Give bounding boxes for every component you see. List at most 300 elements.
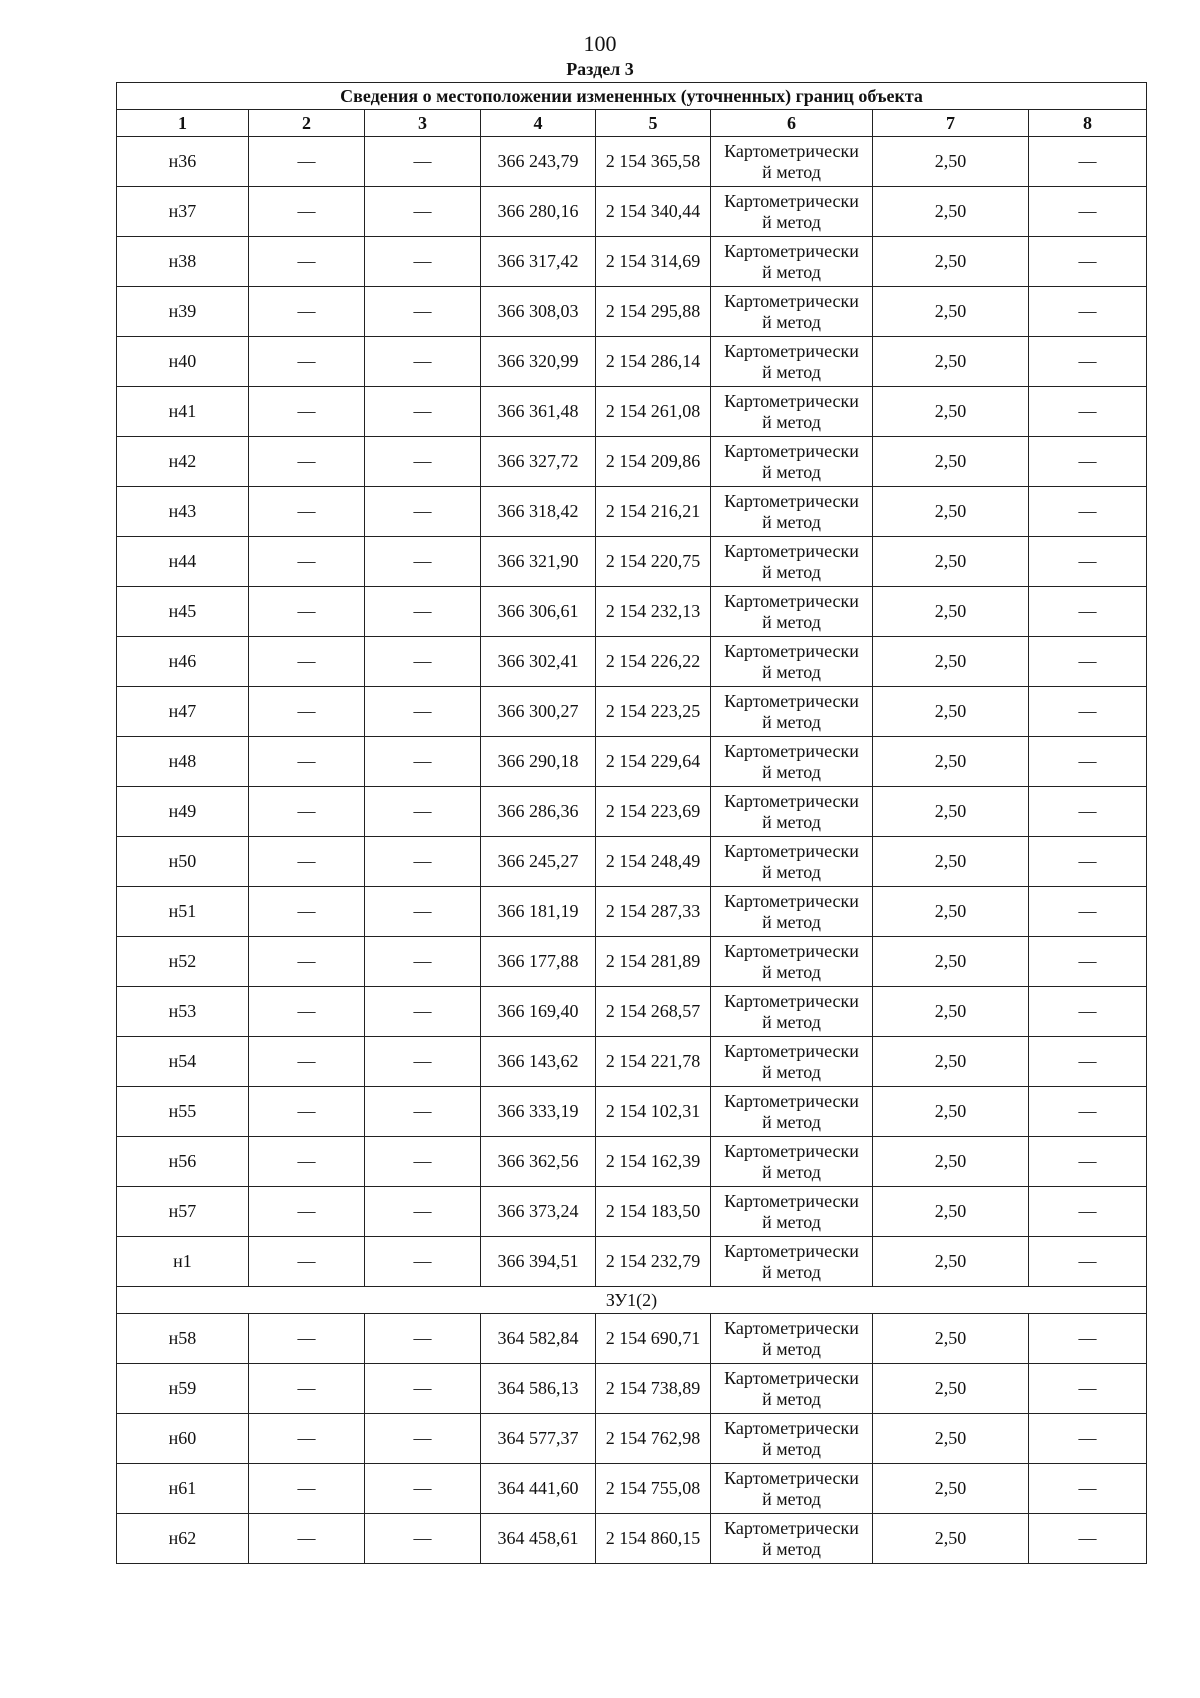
x-coordinate-cell: 366 361,48: [481, 387, 596, 437]
dash-cell: —: [249, 237, 365, 287]
accuracy-cell: 2,50: [873, 1514, 1029, 1564]
table-row: [117, 237, 1147, 287]
method-line-2: й метод: [762, 1011, 821, 1032]
y-coordinate-cell: 2 154 690,71: [596, 1314, 711, 1364]
x-coordinate-cell: 366 327,72: [481, 437, 596, 487]
method-line-2: й метод: [762, 1261, 821, 1282]
point-cell: н43: [117, 487, 249, 537]
dash-cell: —: [1029, 987, 1147, 1037]
method-line-1: Картометрически: [724, 990, 859, 1011]
coordinates-table: [116, 82, 1147, 1564]
method-line-2: й метод: [762, 1211, 821, 1232]
method-line-1: Картометрически: [724, 940, 859, 961]
method-cell: [711, 1037, 873, 1087]
method-cell: [711, 1464, 873, 1514]
method-cell: [711, 1314, 873, 1364]
method-line-1: Картометрически: [724, 1090, 859, 1111]
group-label: ЗУ1(2): [117, 1287, 1147, 1314]
method-line-2: й метод: [762, 161, 821, 182]
table-row: [117, 1237, 1147, 1287]
dash-cell: —: [249, 1187, 365, 1237]
dash-cell: —: [249, 537, 365, 587]
dash-cell: —: [365, 637, 481, 687]
dash-cell: —: [249, 1414, 365, 1464]
dash-cell: —: [1029, 687, 1147, 737]
dash-cell: —: [365, 837, 481, 887]
dash-cell: —: [1029, 1414, 1147, 1464]
dash-cell: —: [249, 1087, 365, 1137]
dash-cell: —: [365, 987, 481, 1037]
dash-cell: —: [249, 737, 365, 787]
table-row: [117, 437, 1147, 487]
method-cell: [711, 387, 873, 437]
dash-cell: —: [1029, 137, 1147, 187]
method-line-1: Картометрически: [724, 590, 859, 611]
method-line-2: й метод: [762, 1061, 821, 1082]
dash-cell: —: [365, 737, 481, 787]
method-line-2: й метод: [762, 1111, 821, 1132]
dash-cell: —: [1029, 237, 1147, 287]
point-cell: н56: [117, 1137, 249, 1187]
dash-cell: —: [249, 937, 365, 987]
y-coordinate-cell: 2 154 340,44: [596, 187, 711, 237]
point-cell: н51: [117, 887, 249, 937]
point-cell: н57: [117, 1187, 249, 1237]
method-line-2: й метод: [762, 811, 821, 832]
method-line-2: й метод: [762, 961, 821, 982]
accuracy-cell: 2,50: [873, 1414, 1029, 1464]
x-coordinate-cell: 366 280,16: [481, 187, 596, 237]
table-caption-row: [117, 83, 1147, 110]
method-line-2: й метод: [762, 1488, 821, 1509]
dash-cell: —: [365, 1414, 481, 1464]
accuracy-cell: 2,50: [873, 537, 1029, 587]
dash-cell: —: [365, 487, 481, 537]
method-line-1: Картометрически: [724, 640, 859, 661]
method-cell: [711, 1087, 873, 1137]
dash-cell: —: [1029, 1514, 1147, 1564]
table-row: [117, 187, 1147, 237]
method-line-2: й метод: [762, 1338, 821, 1359]
x-coordinate-cell: 364 458,61: [481, 1514, 596, 1564]
dash-cell: —: [365, 937, 481, 987]
method-cell: [711, 437, 873, 487]
accuracy-cell: 2,50: [873, 137, 1029, 187]
dash-cell: —: [249, 987, 365, 1037]
dash-cell: —: [249, 587, 365, 637]
table-caption: Сведения о местоположении измененных (уточненных) границ объекта: [117, 83, 1147, 110]
method-line-2: й метод: [762, 461, 821, 482]
method-cell: [711, 887, 873, 937]
point-cell: н44: [117, 537, 249, 587]
dash-cell: —: [249, 287, 365, 337]
accuracy-cell: 2,50: [873, 787, 1029, 837]
dash-cell: —: [1029, 187, 1147, 237]
table-row: [117, 1187, 1147, 1237]
dash-cell: —: [249, 387, 365, 437]
column-number: 8: [1029, 110, 1147, 137]
dash-cell: —: [1029, 1314, 1147, 1364]
dash-cell: —: [365, 587, 481, 637]
method-line-2: й метод: [762, 611, 821, 632]
y-coordinate-cell: 2 154 232,79: [596, 1237, 711, 1287]
dash-cell: —: [249, 437, 365, 487]
accuracy-cell: 2,50: [873, 837, 1029, 887]
y-coordinate-cell: 2 154 220,75: [596, 537, 711, 587]
method-line-2: й метод: [762, 911, 821, 932]
method-line-1: Картометрически: [724, 1517, 859, 1538]
dash-cell: —: [365, 787, 481, 837]
method-line-2: й метод: [762, 761, 821, 782]
method-line-2: й метод: [762, 1388, 821, 1409]
dash-cell: —: [365, 1314, 481, 1364]
accuracy-cell: 2,50: [873, 1464, 1029, 1514]
method-line-2: й метод: [762, 561, 821, 582]
dash-cell: —: [365, 187, 481, 237]
table-row: [117, 287, 1147, 337]
method-line-2: й метод: [762, 661, 821, 682]
dash-cell: —: [1029, 537, 1147, 587]
table-row: [117, 487, 1147, 537]
y-coordinate-cell: 2 154 268,57: [596, 987, 711, 1037]
dash-cell: —: [365, 137, 481, 187]
method-line-2: й метод: [762, 511, 821, 532]
table-row: [117, 987, 1147, 1037]
method-line-1: Картометрически: [724, 740, 859, 761]
point-cell: н60: [117, 1414, 249, 1464]
table-row: [117, 937, 1147, 987]
method-line-1: Картометрически: [724, 690, 859, 711]
y-coordinate-cell: 2 154 738,89: [596, 1364, 711, 1414]
column-number: 6: [711, 110, 873, 137]
method-cell: [711, 737, 873, 787]
accuracy-cell: 2,50: [873, 387, 1029, 437]
method-cell: [711, 637, 873, 687]
dash-cell: —: [1029, 1464, 1147, 1514]
table-row: [117, 337, 1147, 387]
point-cell: н41: [117, 387, 249, 437]
point-cell: н45: [117, 587, 249, 637]
table-row: [117, 737, 1147, 787]
method-cell: [711, 237, 873, 287]
accuracy-cell: 2,50: [873, 1037, 1029, 1087]
accuracy-cell: 2,50: [873, 587, 1029, 637]
page-number: 100: [583, 31, 617, 56]
dash-cell: —: [365, 287, 481, 337]
dash-cell: —: [249, 1237, 365, 1287]
x-coordinate-cell: 366 321,90: [481, 537, 596, 587]
dash-cell: —: [1029, 587, 1147, 637]
y-coordinate-cell: 2 154 314,69: [596, 237, 711, 287]
point-cell: н40: [117, 337, 249, 387]
point-cell: н36: [117, 137, 249, 187]
dash-cell: —: [249, 837, 365, 887]
y-coordinate-cell: 2 154 762,98: [596, 1414, 711, 1464]
method-line-1: Картометрически: [724, 190, 859, 211]
dash-cell: —: [249, 1364, 365, 1414]
method-cell: [711, 1187, 873, 1237]
table-row: [117, 637, 1147, 687]
x-coordinate-cell: 366 286,36: [481, 787, 596, 837]
dash-cell: —: [1029, 1364, 1147, 1414]
dash-cell: —: [1029, 887, 1147, 937]
point-cell: н38: [117, 237, 249, 287]
x-coordinate-cell: 366 306,61: [481, 587, 596, 637]
method-line-2: й метод: [762, 1161, 821, 1182]
method-line-1: Картометрически: [724, 290, 859, 311]
method-cell: [711, 587, 873, 637]
dash-cell: —: [249, 1314, 365, 1364]
method-line-1: Картометрически: [724, 1140, 859, 1161]
method-line-1: Картометрически: [724, 1240, 859, 1261]
table-row: [117, 1364, 1147, 1414]
accuracy-cell: 2,50: [873, 237, 1029, 287]
method-cell: [711, 937, 873, 987]
method-cell: [711, 1137, 873, 1187]
table-row: [117, 537, 1147, 587]
method-cell: [711, 687, 873, 737]
method-cell: [711, 287, 873, 337]
dash-cell: —: [249, 137, 365, 187]
accuracy-cell: 2,50: [873, 337, 1029, 387]
y-coordinate-cell: 2 154 287,33: [596, 887, 711, 937]
x-coordinate-cell: 366 143,62: [481, 1037, 596, 1087]
method-cell: [711, 487, 873, 537]
y-coordinate-cell: 2 154 223,25: [596, 687, 711, 737]
method-cell: [711, 137, 873, 187]
point-cell: н52: [117, 937, 249, 987]
method-line-2: й метод: [762, 311, 821, 332]
dash-cell: —: [365, 537, 481, 587]
accuracy-cell: 2,50: [873, 487, 1029, 537]
dash-cell: —: [365, 437, 481, 487]
dash-cell: —: [365, 1087, 481, 1137]
dash-cell: —: [365, 687, 481, 737]
dash-cell: —: [249, 1037, 365, 1087]
method-line-1: Картометрически: [724, 440, 859, 461]
dash-cell: —: [365, 887, 481, 937]
point-cell: н53: [117, 987, 249, 1037]
point-cell: н49: [117, 787, 249, 837]
method-cell: [711, 987, 873, 1037]
accuracy-cell: 2,50: [873, 1137, 1029, 1187]
x-coordinate-cell: 366 245,27: [481, 837, 596, 887]
y-coordinate-cell: 2 154 226,22: [596, 637, 711, 687]
accuracy-cell: 2,50: [873, 187, 1029, 237]
x-coordinate-cell: 366 181,19: [481, 887, 596, 937]
x-coordinate-cell: 366 373,24: [481, 1187, 596, 1237]
dash-cell: —: [249, 1464, 365, 1514]
dash-cell: —: [365, 1364, 481, 1414]
group-row: [117, 1287, 1147, 1314]
point-cell: н46: [117, 637, 249, 687]
column-number: 7: [873, 110, 1029, 137]
method-line-1: Картометрически: [724, 140, 859, 161]
table-row: [117, 1314, 1147, 1364]
dash-cell: —: [1029, 1137, 1147, 1187]
point-cell: н1: [117, 1237, 249, 1287]
point-cell: н55: [117, 1087, 249, 1137]
dash-cell: —: [365, 1514, 481, 1564]
method-line-2: й метод: [762, 711, 821, 732]
method-cell: [711, 1414, 873, 1464]
dash-cell: —: [1029, 1037, 1147, 1087]
method-line-2: й метод: [762, 261, 821, 282]
method-line-1: Картометрически: [724, 1040, 859, 1061]
x-coordinate-cell: 366 169,40: [481, 987, 596, 1037]
method-line-2: й метод: [762, 411, 821, 432]
x-coordinate-cell: 366 290,18: [481, 737, 596, 787]
y-coordinate-cell: 2 154 248,49: [596, 837, 711, 887]
accuracy-cell: 2,50: [873, 1364, 1029, 1414]
accuracy-cell: 2,50: [873, 437, 1029, 487]
x-coordinate-cell: 366 394,51: [481, 1237, 596, 1287]
x-coordinate-cell: 366 177,88: [481, 937, 596, 987]
accuracy-cell: 2,50: [873, 1237, 1029, 1287]
accuracy-cell: 2,50: [873, 1314, 1029, 1364]
method-line-2: й метод: [762, 861, 821, 882]
accuracy-cell: 2,50: [873, 287, 1029, 337]
dash-cell: —: [365, 1464, 481, 1514]
dash-cell: —: [1029, 787, 1147, 837]
y-coordinate-cell: 2 154 223,69: [596, 787, 711, 837]
method-cell: [711, 187, 873, 237]
y-coordinate-cell: 2 154 286,14: [596, 337, 711, 387]
y-coordinate-cell: 2 154 755,08: [596, 1464, 711, 1514]
method-line-1: Картометрически: [724, 1190, 859, 1211]
method-line-1: Картометрически: [724, 890, 859, 911]
table-body: [117, 137, 1147, 1564]
method-line-1: Картометрически: [724, 240, 859, 261]
column-number-row: [117, 110, 1147, 137]
method-line-2: й метод: [762, 211, 821, 232]
point-cell: н37: [117, 187, 249, 237]
point-cell: н61: [117, 1464, 249, 1514]
column-number: 3: [365, 110, 481, 137]
dash-cell: —: [365, 1237, 481, 1287]
dash-cell: —: [365, 1137, 481, 1187]
dash-cell: —: [249, 1137, 365, 1187]
dash-cell: —: [1029, 937, 1147, 987]
method-line-1: Картометрически: [724, 490, 859, 511]
dash-cell: —: [1029, 387, 1147, 437]
dash-cell: —: [1029, 487, 1147, 537]
x-coordinate-cell: 364 577,37: [481, 1414, 596, 1464]
column-number: 1: [117, 110, 249, 137]
column-number: 2: [249, 110, 365, 137]
y-coordinate-cell: 2 154 183,50: [596, 1187, 711, 1237]
method-line-2: й метод: [762, 1438, 821, 1459]
dash-cell: —: [365, 387, 481, 437]
point-cell: н39: [117, 287, 249, 337]
method-cell: [711, 837, 873, 887]
y-coordinate-cell: 2 154 295,88: [596, 287, 711, 337]
x-coordinate-cell: 366 362,56: [481, 1137, 596, 1187]
y-coordinate-cell: 2 154 860,15: [596, 1514, 711, 1564]
x-coordinate-cell: 366 243,79: [481, 137, 596, 187]
table-row: [117, 387, 1147, 437]
x-coordinate-cell: 366 317,42: [481, 237, 596, 287]
y-coordinate-cell: 2 154 281,89: [596, 937, 711, 987]
dash-cell: —: [1029, 337, 1147, 387]
table-row: [117, 1464, 1147, 1514]
dash-cell: —: [365, 1037, 481, 1087]
point-cell: н50: [117, 837, 249, 887]
method-line-1: Картометрически: [724, 1417, 859, 1438]
point-cell: н42: [117, 437, 249, 487]
dash-cell: —: [249, 487, 365, 537]
dash-cell: —: [249, 637, 365, 687]
dash-cell: —: [1029, 837, 1147, 887]
method-cell: [711, 787, 873, 837]
point-cell: н48: [117, 737, 249, 787]
accuracy-cell: 2,50: [873, 1087, 1029, 1137]
dash-cell: —: [249, 687, 365, 737]
y-coordinate-cell: 2 154 229,64: [596, 737, 711, 787]
accuracy-cell: 2,50: [873, 1187, 1029, 1237]
accuracy-cell: 2,50: [873, 937, 1029, 987]
dash-cell: —: [1029, 1187, 1147, 1237]
method-line-1: Картометрически: [724, 340, 859, 361]
method-line-1: Картометрически: [724, 1367, 859, 1388]
method-cell: [711, 1514, 873, 1564]
method-line-2: й метод: [762, 361, 821, 382]
column-number: 4: [481, 110, 596, 137]
y-coordinate-cell: 2 154 261,08: [596, 387, 711, 437]
x-coordinate-cell: 366 308,03: [481, 287, 596, 337]
table-row: [117, 1087, 1147, 1137]
x-coordinate-cell: 366 333,19: [481, 1087, 596, 1137]
accuracy-cell: 2,50: [873, 637, 1029, 687]
point-cell: н58: [117, 1314, 249, 1364]
method-line-2: й метод: [762, 1538, 821, 1559]
dash-cell: —: [249, 787, 365, 837]
y-coordinate-cell: 2 154 365,58: [596, 137, 711, 187]
point-cell: н54: [117, 1037, 249, 1087]
table-row: [117, 837, 1147, 887]
x-coordinate-cell: 364 586,13: [481, 1364, 596, 1414]
table-row: [117, 1514, 1147, 1564]
method-cell: [711, 1364, 873, 1414]
y-coordinate-cell: 2 154 209,86: [596, 437, 711, 487]
accuracy-cell: 2,50: [873, 687, 1029, 737]
x-coordinate-cell: 366 300,27: [481, 687, 596, 737]
method-cell: [711, 1237, 873, 1287]
x-coordinate-cell: 366 318,42: [481, 487, 596, 537]
table-row: [117, 1137, 1147, 1187]
column-number: 5: [596, 110, 711, 137]
dash-cell: —: [1029, 737, 1147, 787]
method-line-1: Картометрически: [724, 790, 859, 811]
method-line-1: Картометрически: [724, 540, 859, 561]
dash-cell: —: [365, 237, 481, 287]
dash-cell: —: [1029, 637, 1147, 687]
dash-cell: —: [249, 1514, 365, 1564]
method-cell: [711, 337, 873, 387]
dash-cell: —: [1029, 287, 1147, 337]
table-row: [117, 887, 1147, 937]
point-cell: н47: [117, 687, 249, 737]
method-line-1: Картометрически: [724, 840, 859, 861]
accuracy-cell: 2,50: [873, 987, 1029, 1037]
x-coordinate-cell: 366 320,99: [481, 337, 596, 387]
point-cell: н59: [117, 1364, 249, 1414]
y-coordinate-cell: 2 154 221,78: [596, 1037, 711, 1087]
dash-cell: —: [365, 337, 481, 387]
method-line-1: Картометрически: [724, 390, 859, 411]
accuracy-cell: 2,50: [873, 737, 1029, 787]
table-row: [117, 587, 1147, 637]
